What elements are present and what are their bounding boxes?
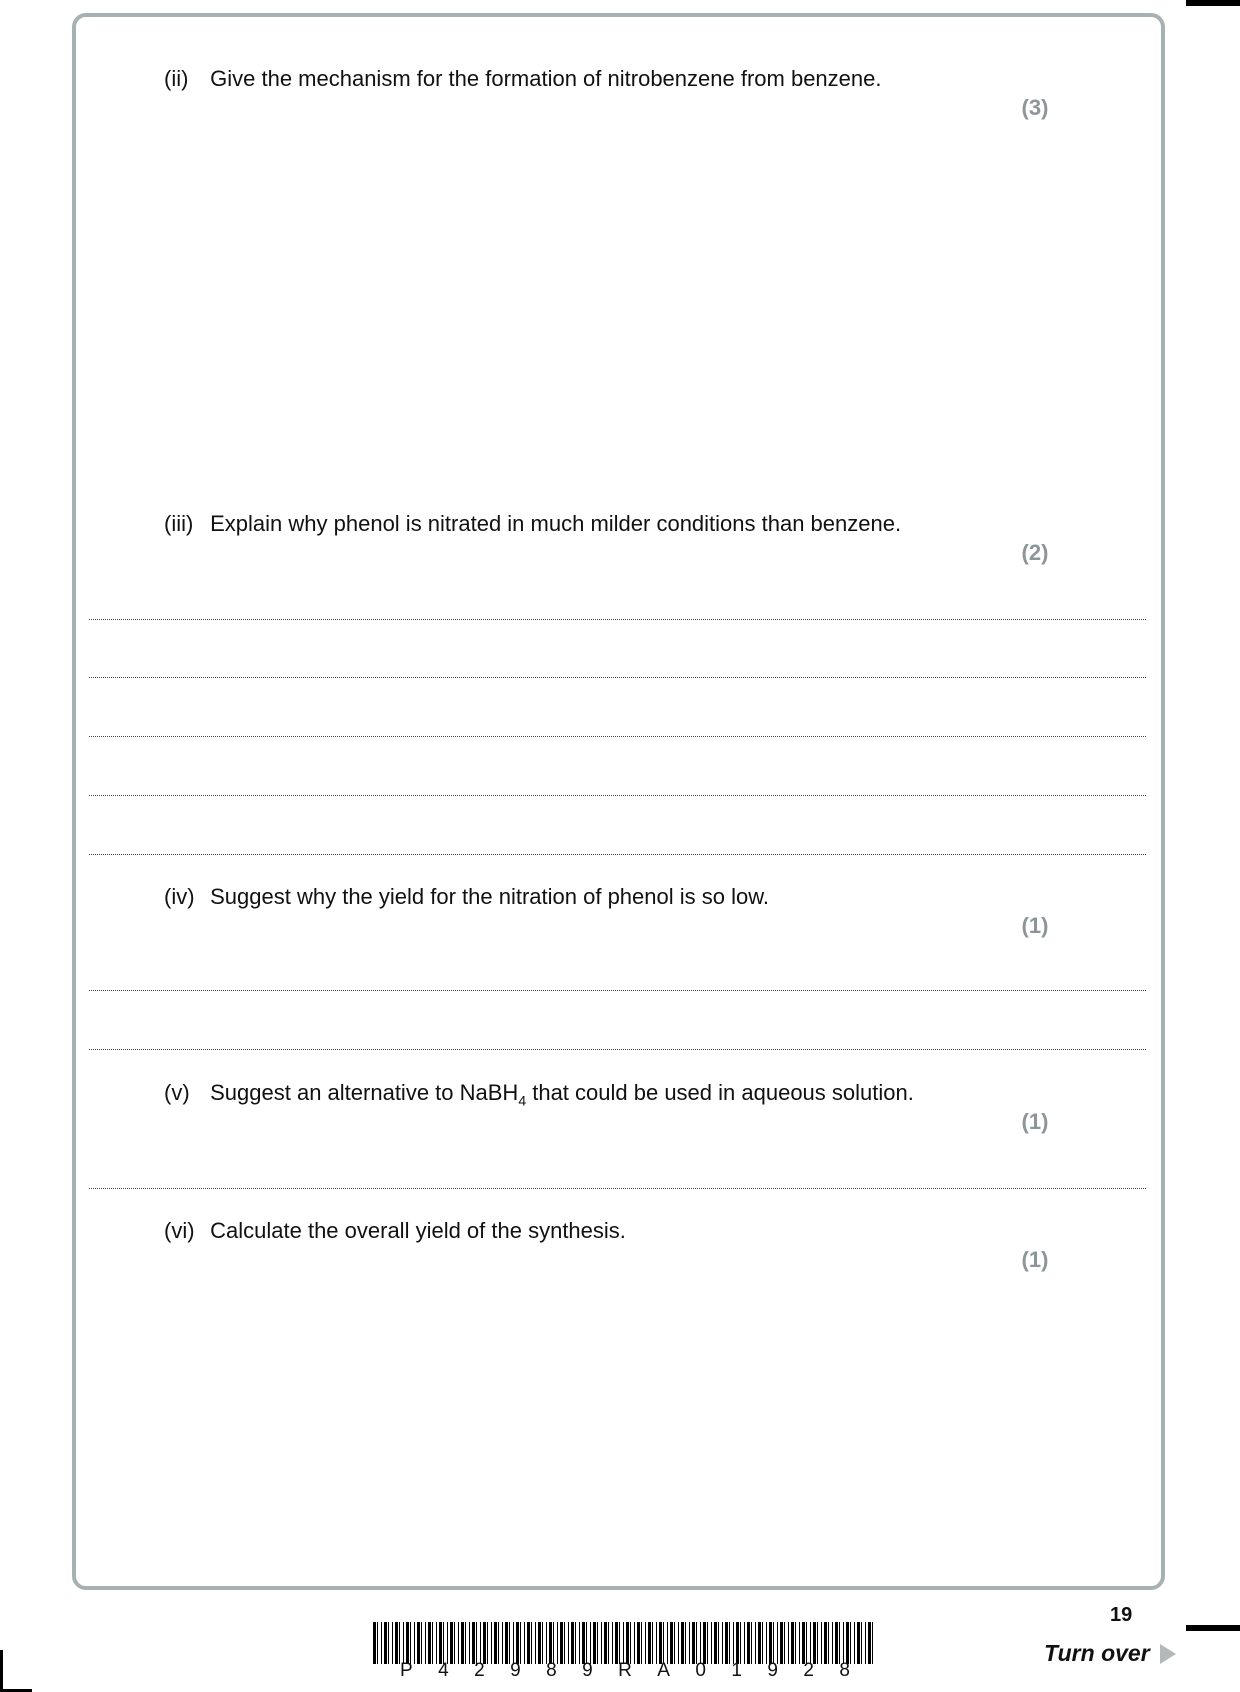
- question-number: (v): [164, 1080, 190, 1105]
- barcode: [373, 1622, 880, 1664]
- barcode-char: 9: [767, 1660, 778, 1681]
- marks-iii: (2): [1021, 540, 1049, 565]
- answer-line[interactable]: [89, 619, 1146, 620]
- question-v: [164, 1079, 914, 1114]
- question-number: (ii): [164, 66, 189, 91]
- barcode-char: P: [400, 1660, 413, 1681]
- question-text: Suggest why the yield for the nitration of phenol is so low.: [210, 884, 770, 909]
- subscript-4: 4: [518, 1092, 527, 1109]
- answer-line[interactable]: [89, 854, 1146, 855]
- answer-area-ii[interactable]: [89, 130, 1146, 490]
- question-number: (vi): [164, 1218, 195, 1243]
- barcode-char: 2: [803, 1660, 814, 1681]
- page-number: 19: [1110, 1604, 1133, 1626]
- answer-line[interactable]: [89, 1188, 1146, 1189]
- answer-line[interactable]: [89, 1049, 1146, 1050]
- question-number: (iii): [164, 511, 194, 536]
- question-iii: [164, 510, 901, 538]
- registration-mark-right: [1186, 1625, 1240, 1631]
- question-text-after: that could be used in aqueous solution.: [526, 1080, 914, 1105]
- barcode-char: 2: [474, 1660, 485, 1681]
- question-number: (iv): [164, 884, 195, 909]
- question-vi: [164, 1217, 626, 1245]
- barcode-char: 1: [731, 1660, 742, 1681]
- marks-v: (1): [1021, 1109, 1049, 1134]
- barcode-char: A: [657, 1660, 670, 1681]
- question-iv: [164, 883, 769, 911]
- question-ii: [164, 65, 881, 93]
- barcode-char: 9: [510, 1660, 521, 1681]
- question-text: Give the mechanism for the formation of nitrobenzene from benzene.: [210, 66, 882, 91]
- barcode-char: R: [618, 1660, 632, 1681]
- play-arrow-icon: [1160, 1644, 1176, 1664]
- barcode-char: 0: [695, 1660, 706, 1681]
- registration-mark-bottom-left-vertical: [0, 1650, 3, 1692]
- turn-over: [1044, 1640, 1176, 1667]
- answer-line[interactable]: [89, 736, 1146, 737]
- answer-area-vi[interactable]: [89, 1280, 1146, 1570]
- marks-iv: (1): [1021, 913, 1049, 938]
- turn-over-label: Turn over: [1044, 1640, 1150, 1666]
- barcode-text: [400, 1660, 850, 1682]
- answer-line[interactable]: [89, 677, 1146, 678]
- question-text: Explain why phenol is nitrated in much milder conditions than benzene.: [210, 511, 902, 536]
- barcode-char: 4: [438, 1660, 449, 1681]
- question-text-before: Suggest an alternative to NaBH: [210, 1080, 519, 1105]
- barcode-char: 9: [582, 1660, 593, 1681]
- barcode-char: 8: [546, 1660, 557, 1681]
- answer-line[interactable]: [89, 990, 1146, 991]
- registration-mark-top-right: [1186, 0, 1240, 6]
- marks-vi: (1): [1021, 1247, 1049, 1272]
- answer-line[interactable]: [89, 795, 1146, 796]
- marks-ii: (3): [1021, 95, 1049, 120]
- barcode-char: 8: [839, 1660, 850, 1681]
- question-text: Calculate the overall yield of the synthesis.: [210, 1218, 626, 1243]
